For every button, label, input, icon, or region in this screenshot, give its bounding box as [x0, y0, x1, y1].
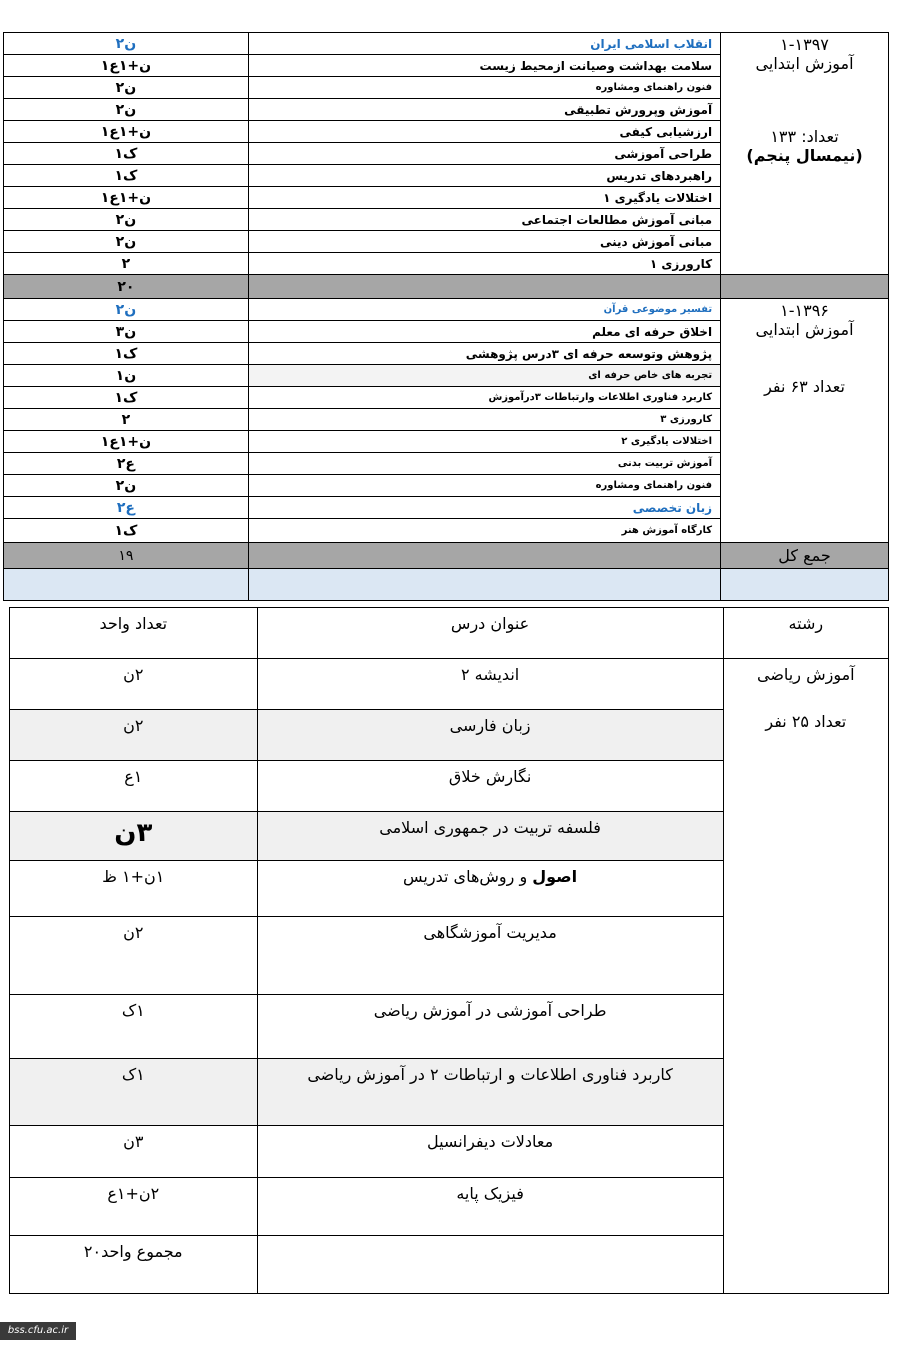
- total-label: جمع کل: [721, 543, 889, 569]
- course-title-cell: زبان فارسی: [257, 710, 723, 761]
- unit-cell: ۱ک: [4, 387, 249, 409]
- unit-cell: ۲ن+۱ع: [10, 1178, 258, 1236]
- course-title-cell: مدیریت آموزشگاهی: [257, 917, 723, 995]
- major-name: آموزش ابتدایی: [755, 54, 854, 73]
- unit-cell: ۲ع: [4, 497, 249, 519]
- course-title-cell: پژوهش وتوسعه حرفه ای ۳درس پژوهشی: [248, 343, 720, 365]
- table-row: [4, 33, 889, 55]
- major-name: آموزش ابتدایی: [755, 320, 854, 339]
- empty-cell: [248, 569, 720, 601]
- header-row: [10, 608, 889, 659]
- major-count: تعداد ۲۵ نفر: [765, 712, 847, 731]
- unit-cell: ۱ک: [4, 519, 249, 543]
- unit-cell: ۲ن: [4, 33, 249, 55]
- unit-cell: ۲ن: [4, 299, 249, 321]
- unit-cell: ۳ن: [10, 1126, 258, 1178]
- unit-cell: ۱ک: [4, 165, 249, 187]
- course-title-cell: طراحی آموزشی در آموزش ریاضی: [257, 995, 723, 1059]
- major-name: آموزش ریاضی: [757, 665, 855, 684]
- unit-value: ۳ن: [114, 818, 153, 848]
- course-title-cell: کاربرد فناوری اطلاعات و ارتباطات ۲ در آموزش ریاضی: [257, 1059, 723, 1126]
- unit-cell: ۲: [4, 409, 249, 431]
- table-row: [4, 299, 889, 321]
- total-cell: مجموع واحد۲۰: [10, 1236, 258, 1294]
- unit-cell: ۲ن: [4, 77, 249, 99]
- course-title-cell: سلامت بهداشت وصیانت ازمحیط زیست: [248, 55, 720, 77]
- title-rest: و روش‌های تدریس: [403, 867, 533, 886]
- course-title-cell: کارورزی ۱: [248, 253, 720, 275]
- unit-cell: ۱ک: [10, 1059, 258, 1126]
- bottom-course-table: [9, 607, 889, 1294]
- course-title-cell: زبان تخصصی: [248, 497, 720, 519]
- subtotal-cell: ۲۰: [4, 275, 249, 299]
- major-year: ۱-۱۳۹۶: [780, 301, 829, 320]
- course-title-cell: فیزیک پایه: [257, 1178, 723, 1236]
- course-title-cell: کارگاه آموزش هنر: [248, 519, 720, 543]
- unit-cell: ۱ک: [4, 343, 249, 365]
- unit-cell: ۱ن+۱ع: [4, 121, 249, 143]
- course-title-cell: فنون راهنمای ومشاوره: [248, 77, 720, 99]
- major-cell-group1: [721, 33, 889, 275]
- header-title: عنوان درس: [257, 608, 723, 659]
- course-title-cell: انقلاب اسلامی ایران: [248, 33, 720, 55]
- empty-cell: [257, 1236, 723, 1294]
- major-semester: (نیمسال پنجم): [746, 146, 863, 165]
- empty-cell: [248, 543, 720, 569]
- unit-cell: ۲ن: [4, 209, 249, 231]
- course-title-cell: طراحی آموزشی: [248, 143, 720, 165]
- unit-cell: ۲ن: [10, 917, 258, 995]
- unit-cell: ۲ن: [10, 710, 258, 761]
- unit-cell: ۲ع: [4, 453, 249, 475]
- course-title-cell: اختلالات یادگیری ۲: [248, 431, 720, 453]
- major-cell-math: [723, 659, 888, 1294]
- unit-cell: ۱ن: [4, 365, 249, 387]
- unit-cell: ۱ن+۱ع: [4, 187, 249, 209]
- empty-cell: [721, 275, 889, 299]
- top-course-table: [3, 32, 889, 601]
- header-unit: تعداد واحد: [10, 608, 258, 659]
- course-title-cell: مبانی آموزش مطالعات اجتماعی: [248, 209, 720, 231]
- course-title-cell: فلسفه تربیت در جمهوری اسلامی: [257, 812, 723, 861]
- unit-cell: [10, 812, 258, 861]
- major-year: ۱-۱۳۹۷: [780, 35, 829, 54]
- empty-cell: [248, 275, 720, 299]
- unit-cell: ۲: [4, 253, 249, 275]
- total-row: [4, 543, 889, 569]
- unit-cell: ۲ن: [4, 99, 249, 121]
- unit-cell: ۳ن: [4, 321, 249, 343]
- unit-cell: ۱ک: [4, 143, 249, 165]
- course-title-cell: اندیشه ۲: [257, 659, 723, 710]
- subtotal-row: [4, 275, 889, 299]
- unit-cell: ۲ن: [10, 659, 258, 710]
- blank-row: [4, 569, 889, 601]
- course-title-cell: تجربه های خاص حرفه ای: [248, 365, 720, 387]
- course-title-cell: [257, 861, 723, 917]
- course-title-cell: تفسیر موضوعی قرآن: [248, 299, 720, 321]
- course-title-cell: اخلاق حرفه ای معلم: [248, 321, 720, 343]
- site-logo[interactable]: bss.cfu.ac.ir: [0, 1322, 76, 1340]
- unit-cell: ۱ن+۱ ظ: [10, 861, 258, 917]
- course-title-cell: فنون راهنمای ومشاوره: [248, 475, 720, 497]
- major-cell-group2: [721, 299, 889, 543]
- course-title-cell: کارورزی ۳: [248, 409, 720, 431]
- title-bold-part: اصول: [532, 867, 578, 886]
- course-title-cell: نگارش خلاق: [257, 761, 723, 812]
- unit-cell: ۲ن: [4, 231, 249, 253]
- unit-cell: ۲ن: [4, 475, 249, 497]
- unit-cell: ۱ن+۱ع: [4, 55, 249, 77]
- major-count: تعداد: ۱۳۳: [770, 127, 839, 146]
- course-title-cell: راهبردهای تدریس: [248, 165, 720, 187]
- unit-cell: ۱ع: [10, 761, 258, 812]
- course-title-cell: آموزش وپرورش تطبیقی: [248, 99, 720, 121]
- empty-cell: [4, 569, 249, 601]
- unit-cell: ۱ن+۱ع: [4, 431, 249, 453]
- course-title-cell: آموزش تربیت بدنی: [248, 453, 720, 475]
- course-title-cell: ارزشیابی کیفی: [248, 121, 720, 143]
- table-row: [10, 659, 889, 710]
- major-count: تعداد ۶۳ نفر: [764, 377, 845, 396]
- total-cell: ۱۹: [4, 543, 249, 569]
- unit-cell: ۱ک: [10, 995, 258, 1059]
- course-title-cell: اختلالات یادگیری ۱: [248, 187, 720, 209]
- course-title-cell: مبانی آموزش دینی: [248, 231, 720, 253]
- empty-cell: [721, 569, 889, 601]
- course-title-cell: کاربرد فناوری اطلاعات وارتباطات ۳درآموزش: [248, 387, 720, 409]
- header-major: رشته: [723, 608, 888, 659]
- course-title-cell: معادلات دیفرانسیل: [257, 1126, 723, 1178]
